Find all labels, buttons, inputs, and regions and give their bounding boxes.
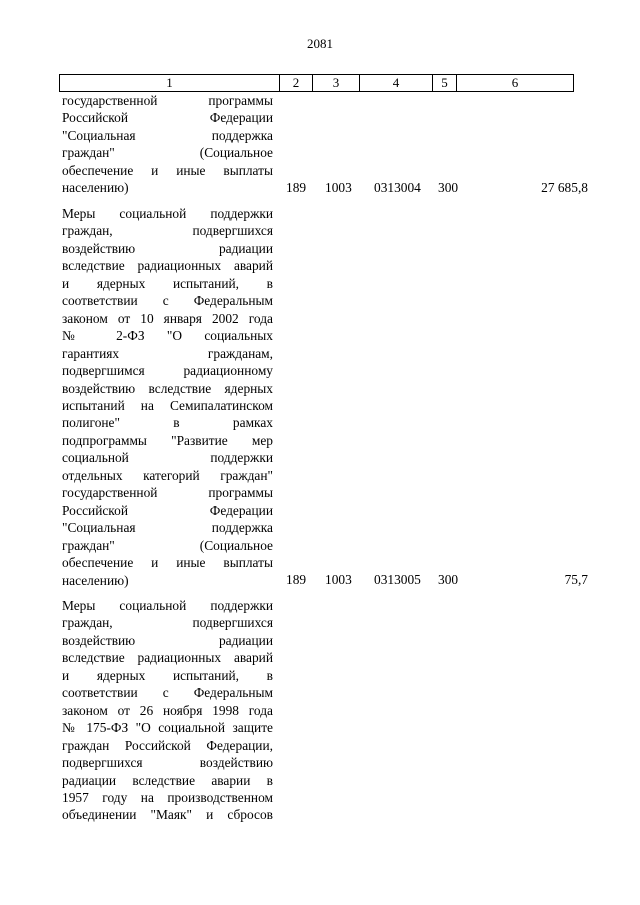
row-2-line: Меры социальной поддержки (62, 206, 273, 221)
row-1-line: населению) (62, 180, 129, 196)
column-header-5: 5 (433, 75, 457, 92)
column-header-6: 6 (457, 75, 574, 92)
page-number: 2081 (307, 36, 333, 51)
row-3-description (62, 597, 273, 824)
row-1-col-2: 189 (286, 180, 307, 195)
row-2-line: испытаний на Семипалатинском (62, 397, 273, 413)
row-3-line: радиации вследствие аварии в (62, 772, 273, 788)
row-2-line: воздействию радиации (62, 240, 273, 256)
row-2-line: соответствии с Федеральным (62, 293, 273, 309)
column-header-3: 3 (313, 75, 360, 92)
row-2-col-5: 300 (438, 572, 459, 587)
row-3-line: вследствие радиационных аварий (62, 650, 273, 666)
row-2-line: Российской Федерации (62, 502, 273, 518)
row-2-line: полигоне" в рамках (62, 415, 273, 431)
row-3-line: и ядерных испытаний, в (62, 667, 273, 683)
column-header-1: 1 (60, 75, 280, 92)
row-2-col-3: 1003 (325, 572, 352, 587)
row-3-line: 1957 году на производственном (62, 789, 273, 805)
row-2-description (62, 205, 273, 589)
row-3-line: Меры социальной поддержки (62, 598, 273, 613)
row-2-line: населению) (62, 572, 129, 588)
row-2-line: "Социальная поддержка (62, 520, 273, 536)
column-header-2: 2 (280, 75, 313, 92)
row-1-line: граждан" (Социальное (62, 145, 273, 161)
row-2-line: граждан, подвергшихся (62, 223, 273, 239)
row-3-line: воздействию радиации (62, 632, 273, 648)
row-2-line: воздействию вследствие ядерных (62, 380, 273, 396)
row-3-line: законом от 26 ноября 1998 года (62, 702, 273, 718)
row-2-line: подвергшимся радиационному (62, 363, 273, 379)
row-1-description (62, 92, 273, 197)
row-2-line: вследствие радиационных аварий (62, 258, 273, 274)
row-3-line: объединении "Маяк" и сбросов (62, 807, 273, 823)
row-2-line: законом от 10 января 2002 года (62, 310, 273, 326)
row-2-line: социальной поддержки (62, 450, 273, 466)
row-2-line: и ядерных испытаний, в (62, 275, 273, 291)
row-3-line: граждан, подвергшихся (62, 615, 273, 631)
column-header-table (59, 74, 574, 92)
row-1-line: государственной программы (62, 93, 273, 108)
row-2-line: подпрограммы "Развитие мер (62, 432, 273, 448)
row-2-line: государственной программы (62, 485, 273, 501)
row-2-line: № 2-ФЗ "О социальных (62, 328, 273, 344)
row-1-col-3: 1003 (325, 180, 352, 195)
column-header-4: 4 (360, 75, 433, 92)
row-2-line: граждан" (Социальное (62, 537, 273, 553)
row-1-line: обеспечение и иные выплаты (62, 162, 273, 178)
row-1-col-6: 27 685,8 (541, 180, 588, 195)
row-1-col-4: 0313004 (374, 180, 421, 195)
row-2-line: обеспечение и иные выплаты (62, 555, 273, 571)
row-3-line: соответствии с Федеральным (62, 685, 273, 701)
row-2-col-6: 75,7 (564, 572, 588, 587)
row-2-col-4: 0313005 (374, 572, 421, 587)
row-2-line: гарантиях гражданам, (62, 345, 273, 361)
row-2-line: отдельных категорий граждан" (62, 467, 273, 483)
row-3-line: № 175-ФЗ "О социальной защите (62, 720, 273, 736)
row-1-line: "Социальная поддержка (62, 127, 273, 143)
row-3-line: граждан Российской Федерации, (62, 737, 273, 753)
row-2-col-2: 189 (286, 572, 307, 587)
row-1-line: Российской Федерации (62, 110, 273, 126)
row-3-line: подвергшихся воздействию (62, 755, 273, 771)
row-1-col-5: 300 (438, 180, 459, 195)
